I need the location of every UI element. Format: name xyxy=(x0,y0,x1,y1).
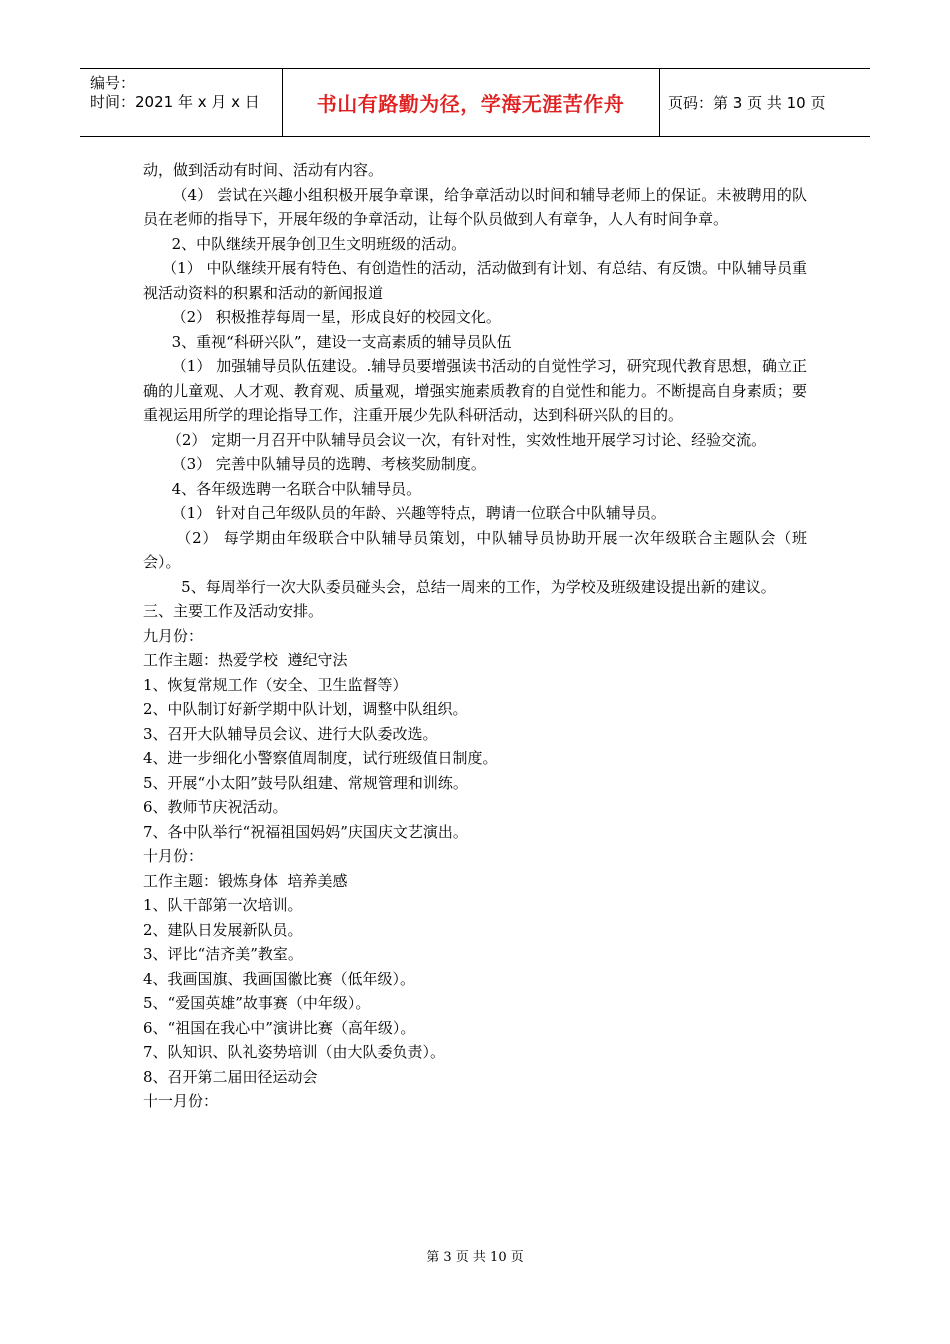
list-item: 2、建队日发展新队员。 xyxy=(143,920,303,939)
list-item: 1、队干部第一次培训。 xyxy=(143,896,303,914)
paragraph: （2） 每学期由年级联合中队辅导员策划，中队辅导员协助开展一次年级联合主题队会（班会）。 xyxy=(143,528,807,571)
paragraph: （2） 积极推荐每周一星，形成良好的校园文化。 xyxy=(143,308,501,326)
list-item: 4、进一步细化小警察值周制度，试行班级值日制度。 xyxy=(143,749,498,767)
section-heading: 三、主要工作及活动安排。 xyxy=(143,602,324,620)
list-item: 7、队知识、队礼姿势培训（由大队委负责）。 xyxy=(143,1043,446,1061)
list-item: 3、评比“洁齐美”教室。 xyxy=(143,945,303,963)
paragraph: （1） 针对自己年级队员的年龄、兴趣等特点，聘请一位联合中队辅导员。 xyxy=(143,504,666,522)
paragraph: （1） 加强辅导员队伍建设。.辅导员要增强读书活动的自觉性学习，研究现代教育思想，确立正确的儿童观、人才观、教育观、质量观，增强实施素质教育的自觉性和能力。不断提高自身素质；要重视运用所学的理论指导工作，注重开展少先队科研活动，达到科研兴队的目的。 xyxy=(143,357,808,424)
month-heading: 十月份： xyxy=(143,847,204,865)
page-header xyxy=(80,68,870,137)
month-heading: 九月份： xyxy=(143,626,204,645)
header-motto: 书山有路勤为径，学海无涯苦作舟 xyxy=(316,92,625,116)
list-item: 2、中队制订好新学期中队计划，调整中队组织。 xyxy=(143,700,468,718)
work-theme: 工作主题：热爱学校 遵纪守法 xyxy=(143,651,348,669)
header-motto-cell xyxy=(282,69,660,136)
list-item: 7、各中队举行“祝福祖国妈妈”庆国庆文艺演出。 xyxy=(143,822,468,841)
month-heading: 十一月份： xyxy=(143,1092,219,1110)
header-page-info: 页码：第 3 页 共 10 页 xyxy=(668,94,826,112)
list-item: 1、恢复常规工作（安全、卫生监督等） xyxy=(143,675,408,694)
paragraph: 5、每周举行一次大队委员碰头会，总结一周来的工作，为学校及班级建设提出新的建议。 xyxy=(143,577,776,596)
paragraph: （3） 完善中队辅导员的选聘、考核奖励制度。 xyxy=(143,455,486,473)
work-theme: 工作主题：锻炼身体 培养美感 xyxy=(143,871,348,890)
list-item: 5、“爱国英雄”故事赛（中年级）。 xyxy=(143,994,371,1012)
header-meta-cell xyxy=(80,69,283,136)
paragraph: （1） 中队继续开展有特色、有创造性的活动，活动做到有计划、有总结、有反馈。中队辅导员重视活动资料的积累和活动的新闻报道 xyxy=(143,259,807,302)
list-item: 6、教师节庆祝活动。 xyxy=(143,798,288,816)
page-footer: 第 3 页 共 10 页 xyxy=(426,1250,524,1265)
paragraph: （2） 定期一月召开中队辅导员会议一次，有针对性，实效性地开展学习讨论、经验交流。 xyxy=(143,430,767,449)
document-body xyxy=(143,158,807,1114)
paragraph: （4） 尝试在兴趣小组积极开展争章课，给争章活动以时间和辅导老师上的保证。未被聘用的队员在老师的指导下，开展年级的争章活动，让每个队员做到人有章争，人人有时间争章。 xyxy=(143,185,807,228)
list-item: 6、“祖国在我心中”演讲比赛（高年级）。 xyxy=(143,1018,416,1037)
list-item: 8、召开第二届田径运动会 xyxy=(143,1067,318,1086)
list-item: 4、我画国旗、我画国徽比赛（低年级）。 xyxy=(143,969,416,988)
paragraph: 3、重视“科研兴队”，建设一支高素质的辅导员队伍 xyxy=(143,332,512,351)
paragraph: 动，做到活动有时间、活动有内容。 xyxy=(143,161,384,179)
paragraph: 4、各年级选聘一名联合中队辅导员。 xyxy=(143,479,422,498)
document-number-label: 编号： xyxy=(90,74,136,92)
list-item: 3、召开大队辅导员会议、进行大队委改选。 xyxy=(143,724,438,743)
list-item: 5、开展“小太阳”鼓号队组建、常规管理和训练。 xyxy=(143,773,468,792)
paragraph: 2、中队继续开展争创卫生文明班级的活动。 xyxy=(143,234,467,253)
header-page-cell xyxy=(660,69,870,136)
document-date-label: 时间：2021 年 x 月 x 日 xyxy=(90,93,260,111)
